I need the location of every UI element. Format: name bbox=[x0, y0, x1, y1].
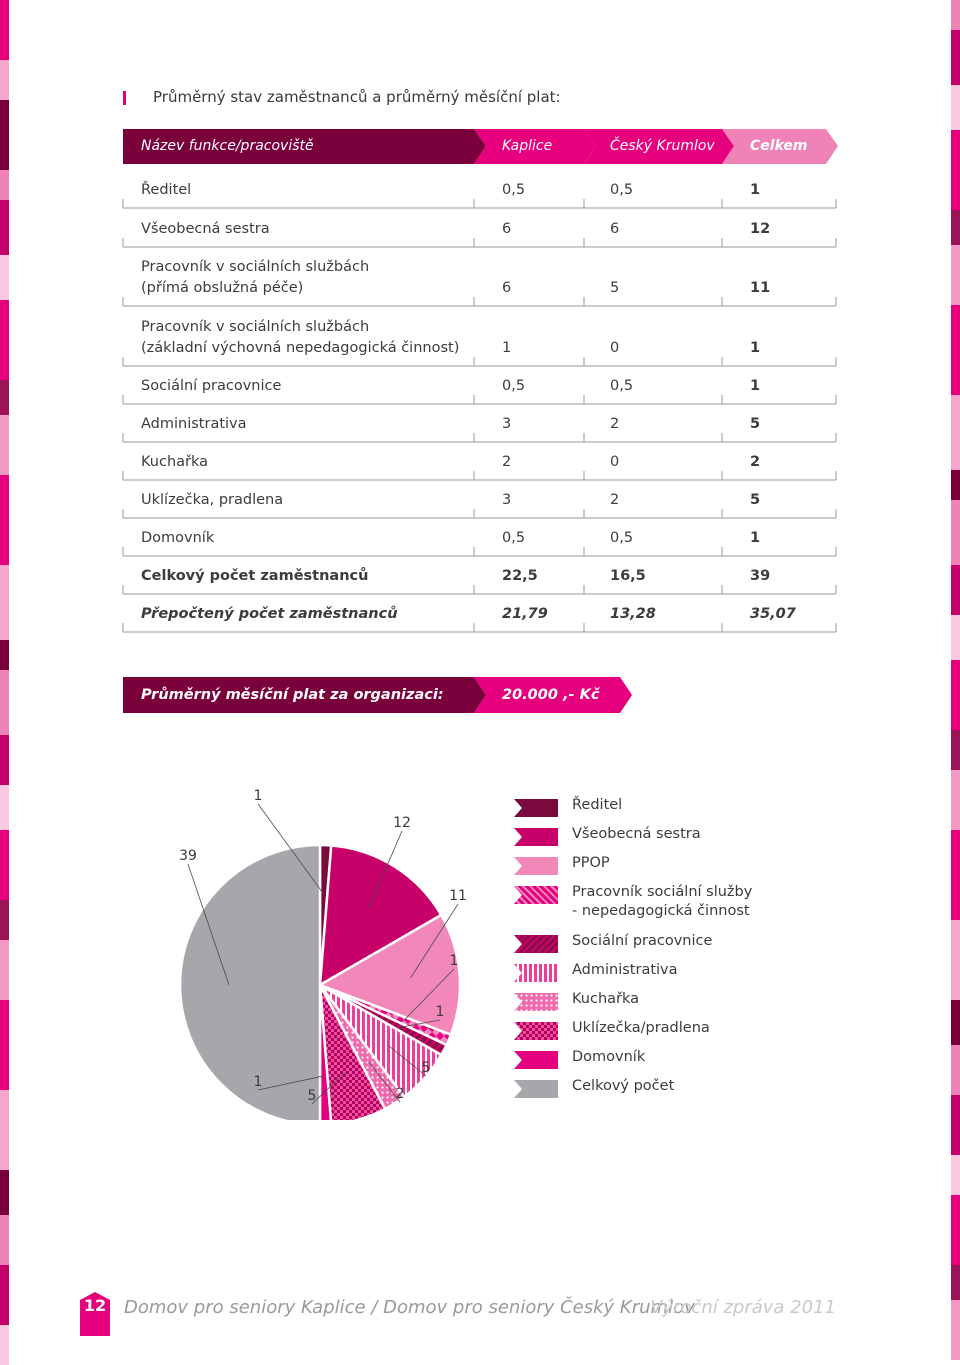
cell-total: 1 bbox=[750, 378, 761, 394]
cell-kaplice: 3 bbox=[502, 492, 512, 508]
cell-total: 1 bbox=[750, 530, 761, 546]
stripe-segment bbox=[0, 565, 9, 640]
section-title: Průměrný stav zaměstnanců a průměrný měsíční plat: bbox=[153, 88, 561, 106]
stripe-segment bbox=[951, 210, 960, 245]
cell-kaplice: 6 bbox=[502, 280, 512, 296]
stripe-segment bbox=[0, 300, 9, 380]
pie-slice bbox=[180, 845, 320, 1120]
legend-label: Pracovník sociální služby bbox=[572, 884, 753, 900]
cell-total: 39 bbox=[750, 568, 771, 584]
cell-kaplice: 1 bbox=[502, 340, 512, 356]
pie-value-label: 11 bbox=[449, 888, 467, 904]
pie-value-label: 39 bbox=[179, 848, 197, 864]
legend-label: Domovník bbox=[572, 1049, 646, 1065]
stripe-segment bbox=[951, 1195, 960, 1265]
legend-label: - nepedagogická činnost bbox=[572, 903, 750, 919]
column-header-kaplice: Kaplice bbox=[502, 138, 553, 154]
row-label: Celkový počet zaměstnanců bbox=[141, 568, 369, 584]
pie-value-label: 12 bbox=[393, 815, 411, 831]
row-label: Sociální pracovnice bbox=[141, 378, 282, 394]
legend-swatch bbox=[514, 857, 558, 875]
stripe-segment bbox=[0, 475, 9, 525]
stripe-segment bbox=[0, 1215, 9, 1265]
legend-label: Všeobecná sestra bbox=[572, 826, 701, 842]
stripe-segment bbox=[951, 1265, 960, 1300]
stripe-segment bbox=[951, 85, 960, 130]
stripe-segment bbox=[0, 670, 9, 735]
row-label: Uklízečka, pradlena bbox=[141, 492, 284, 508]
stripe-segment bbox=[0, 1170, 9, 1215]
stripe-segment bbox=[951, 1155, 960, 1195]
stripe-segment bbox=[951, 305, 960, 355]
cell-krumlov: 0 bbox=[610, 340, 620, 356]
column-header-krumlov: Český Krumlov bbox=[610, 138, 715, 154]
cell-kaplice: 2 bbox=[502, 454, 512, 470]
row-label: Pracovník v sociálních službách bbox=[141, 319, 370, 335]
cell-total: 11 bbox=[750, 280, 771, 296]
stripe-segment bbox=[0, 525, 9, 565]
legend-label: Sociální pracovnice bbox=[572, 933, 713, 949]
legend-swatch bbox=[514, 964, 558, 982]
salary-value: 20.000 ,- Kč bbox=[502, 687, 600, 703]
row-label: Pracovník v sociálních službách bbox=[141, 259, 370, 275]
stripe-segment bbox=[0, 60, 9, 100]
stripe-segment bbox=[0, 1055, 9, 1090]
stripe-segment bbox=[951, 0, 960, 30]
cell-total: 35,07 bbox=[750, 606, 796, 622]
stripe-segment bbox=[951, 770, 960, 830]
row-label: Všeobecná sestra bbox=[141, 221, 270, 237]
stripe-segment bbox=[0, 200, 9, 255]
stripe-segment bbox=[951, 1095, 960, 1155]
footer-report-title: Výroční zpráva 2011 bbox=[650, 1297, 836, 1318]
cell-kaplice: 0,5 bbox=[502, 182, 526, 198]
cell-krumlov: 0,5 bbox=[610, 182, 634, 198]
row-label: Ředitel bbox=[141, 182, 192, 198]
cell-kaplice: 21,79 bbox=[502, 606, 548, 622]
pie-chart bbox=[160, 780, 500, 1120]
row-label: (základní výchovná nepedagogická činnost) bbox=[141, 340, 460, 356]
legend-label: Ředitel bbox=[572, 797, 623, 813]
cell-krumlov: 6 bbox=[610, 221, 620, 237]
stripe-segment bbox=[951, 730, 960, 770]
legend-swatch bbox=[514, 1080, 558, 1098]
cell-kaplice: 0,5 bbox=[502, 530, 526, 546]
legend-swatch bbox=[514, 828, 558, 846]
cell-kaplice: 0,5 bbox=[502, 378, 526, 394]
cell-krumlov: 13,28 bbox=[610, 606, 656, 622]
page-number: 12 bbox=[83, 1296, 107, 1315]
legend-label: Uklízečka/pradlena bbox=[572, 1020, 710, 1036]
cell-krumlov: 0,5 bbox=[610, 378, 634, 394]
legend-swatch bbox=[514, 886, 558, 904]
pie-value-label: 1 bbox=[253, 788, 263, 804]
cell-total: 12 bbox=[750, 221, 771, 237]
stripe-segment bbox=[0, 1325, 9, 1365]
stripe-segment bbox=[0, 735, 9, 785]
pie-value-label: 5 bbox=[421, 1060, 431, 1076]
stripe-segment bbox=[0, 170, 9, 200]
row-label: Administrativa bbox=[141, 416, 247, 432]
column-header-name: Název funkce/pracoviště bbox=[141, 138, 314, 154]
stripe-segment bbox=[0, 415, 9, 475]
stripe-segment bbox=[951, 920, 960, 1000]
stripe-segment bbox=[951, 615, 960, 660]
stripe-segment bbox=[951, 245, 960, 305]
footer-title: Domov pro seniory Kaplice / Domov pro seniory Český Krumlov bbox=[124, 1297, 695, 1318]
cell-total: 2 bbox=[750, 454, 761, 470]
pie-value-label: 1 bbox=[449, 953, 459, 969]
cell-krumlov: 2 bbox=[610, 416, 620, 432]
legend-label: Administrativa bbox=[572, 962, 678, 978]
page-footer bbox=[0, 1280, 960, 1340]
stripe-segment bbox=[951, 355, 960, 395]
stripe-segment bbox=[951, 1300, 960, 1360]
stripe-segment bbox=[0, 640, 9, 670]
stripe-segment bbox=[0, 1000, 9, 1055]
row-label: Kuchařka bbox=[141, 454, 209, 470]
row-label: Domovník bbox=[141, 530, 215, 546]
stripe-segment bbox=[951, 565, 960, 615]
cell-total: 5 bbox=[750, 416, 761, 432]
row-label: (přímá obslužná péče) bbox=[141, 280, 304, 296]
pie-value-label: 1 bbox=[253, 1074, 263, 1090]
cell-kaplice: 6 bbox=[502, 221, 512, 237]
stripe-segment bbox=[0, 0, 9, 60]
stripe-segment bbox=[951, 395, 960, 470]
cell-krumlov: 0,5 bbox=[610, 530, 634, 546]
stripe-segment bbox=[0, 900, 9, 940]
stripe-segment bbox=[951, 470, 960, 500]
stripe-segment bbox=[951, 1045, 960, 1095]
legend-swatch bbox=[514, 1022, 558, 1040]
cell-kaplice: 3 bbox=[502, 416, 512, 432]
stripe-segment bbox=[951, 30, 960, 85]
stripe-segment bbox=[951, 660, 960, 730]
pie-value-label: 2 bbox=[395, 1086, 405, 1102]
cell-krumlov: 5 bbox=[610, 280, 620, 296]
cell-total: 5 bbox=[750, 492, 761, 508]
stripe-segment bbox=[0, 1265, 9, 1325]
stripe-segment bbox=[0, 100, 9, 170]
stripe-segment bbox=[951, 130, 960, 210]
pie-value-label: 1 bbox=[435, 1004, 445, 1020]
pie-value-label: 5 bbox=[307, 1088, 317, 1104]
stripe-segment bbox=[951, 1000, 960, 1045]
column-header-total: Celkem bbox=[750, 138, 808, 154]
row-label: Přepočtený počet zaměstnanců bbox=[141, 606, 398, 622]
stripe-segment bbox=[0, 380, 9, 415]
legend-swatch bbox=[514, 993, 558, 1011]
salary-label: Průměrný měsíční plat za organizaci: bbox=[141, 687, 444, 703]
legend-swatch bbox=[514, 935, 558, 953]
cell-total: 1 bbox=[750, 182, 761, 198]
stripe-segment bbox=[0, 940, 9, 1000]
stripe-segment bbox=[951, 885, 960, 920]
stripe-segment bbox=[0, 255, 9, 300]
legend-swatch bbox=[514, 1051, 558, 1069]
stripe-segment bbox=[0, 830, 9, 900]
legend-label: Kuchařka bbox=[572, 991, 640, 1007]
legend-label: PPOP bbox=[572, 855, 610, 871]
stripe-segment bbox=[0, 1090, 9, 1170]
cell-total: 1 bbox=[750, 340, 761, 356]
legend-swatch bbox=[514, 799, 558, 817]
cell-kaplice: 22,5 bbox=[502, 568, 538, 584]
stripe-segment bbox=[0, 785, 9, 830]
cell-krumlov: 0 bbox=[610, 454, 620, 470]
cell-krumlov: 16,5 bbox=[610, 568, 646, 584]
stripe-segment bbox=[951, 500, 960, 565]
cell-krumlov: 2 bbox=[610, 492, 620, 508]
stripe-segment bbox=[951, 830, 960, 885]
legend-label: Celkový počet bbox=[572, 1078, 675, 1094]
